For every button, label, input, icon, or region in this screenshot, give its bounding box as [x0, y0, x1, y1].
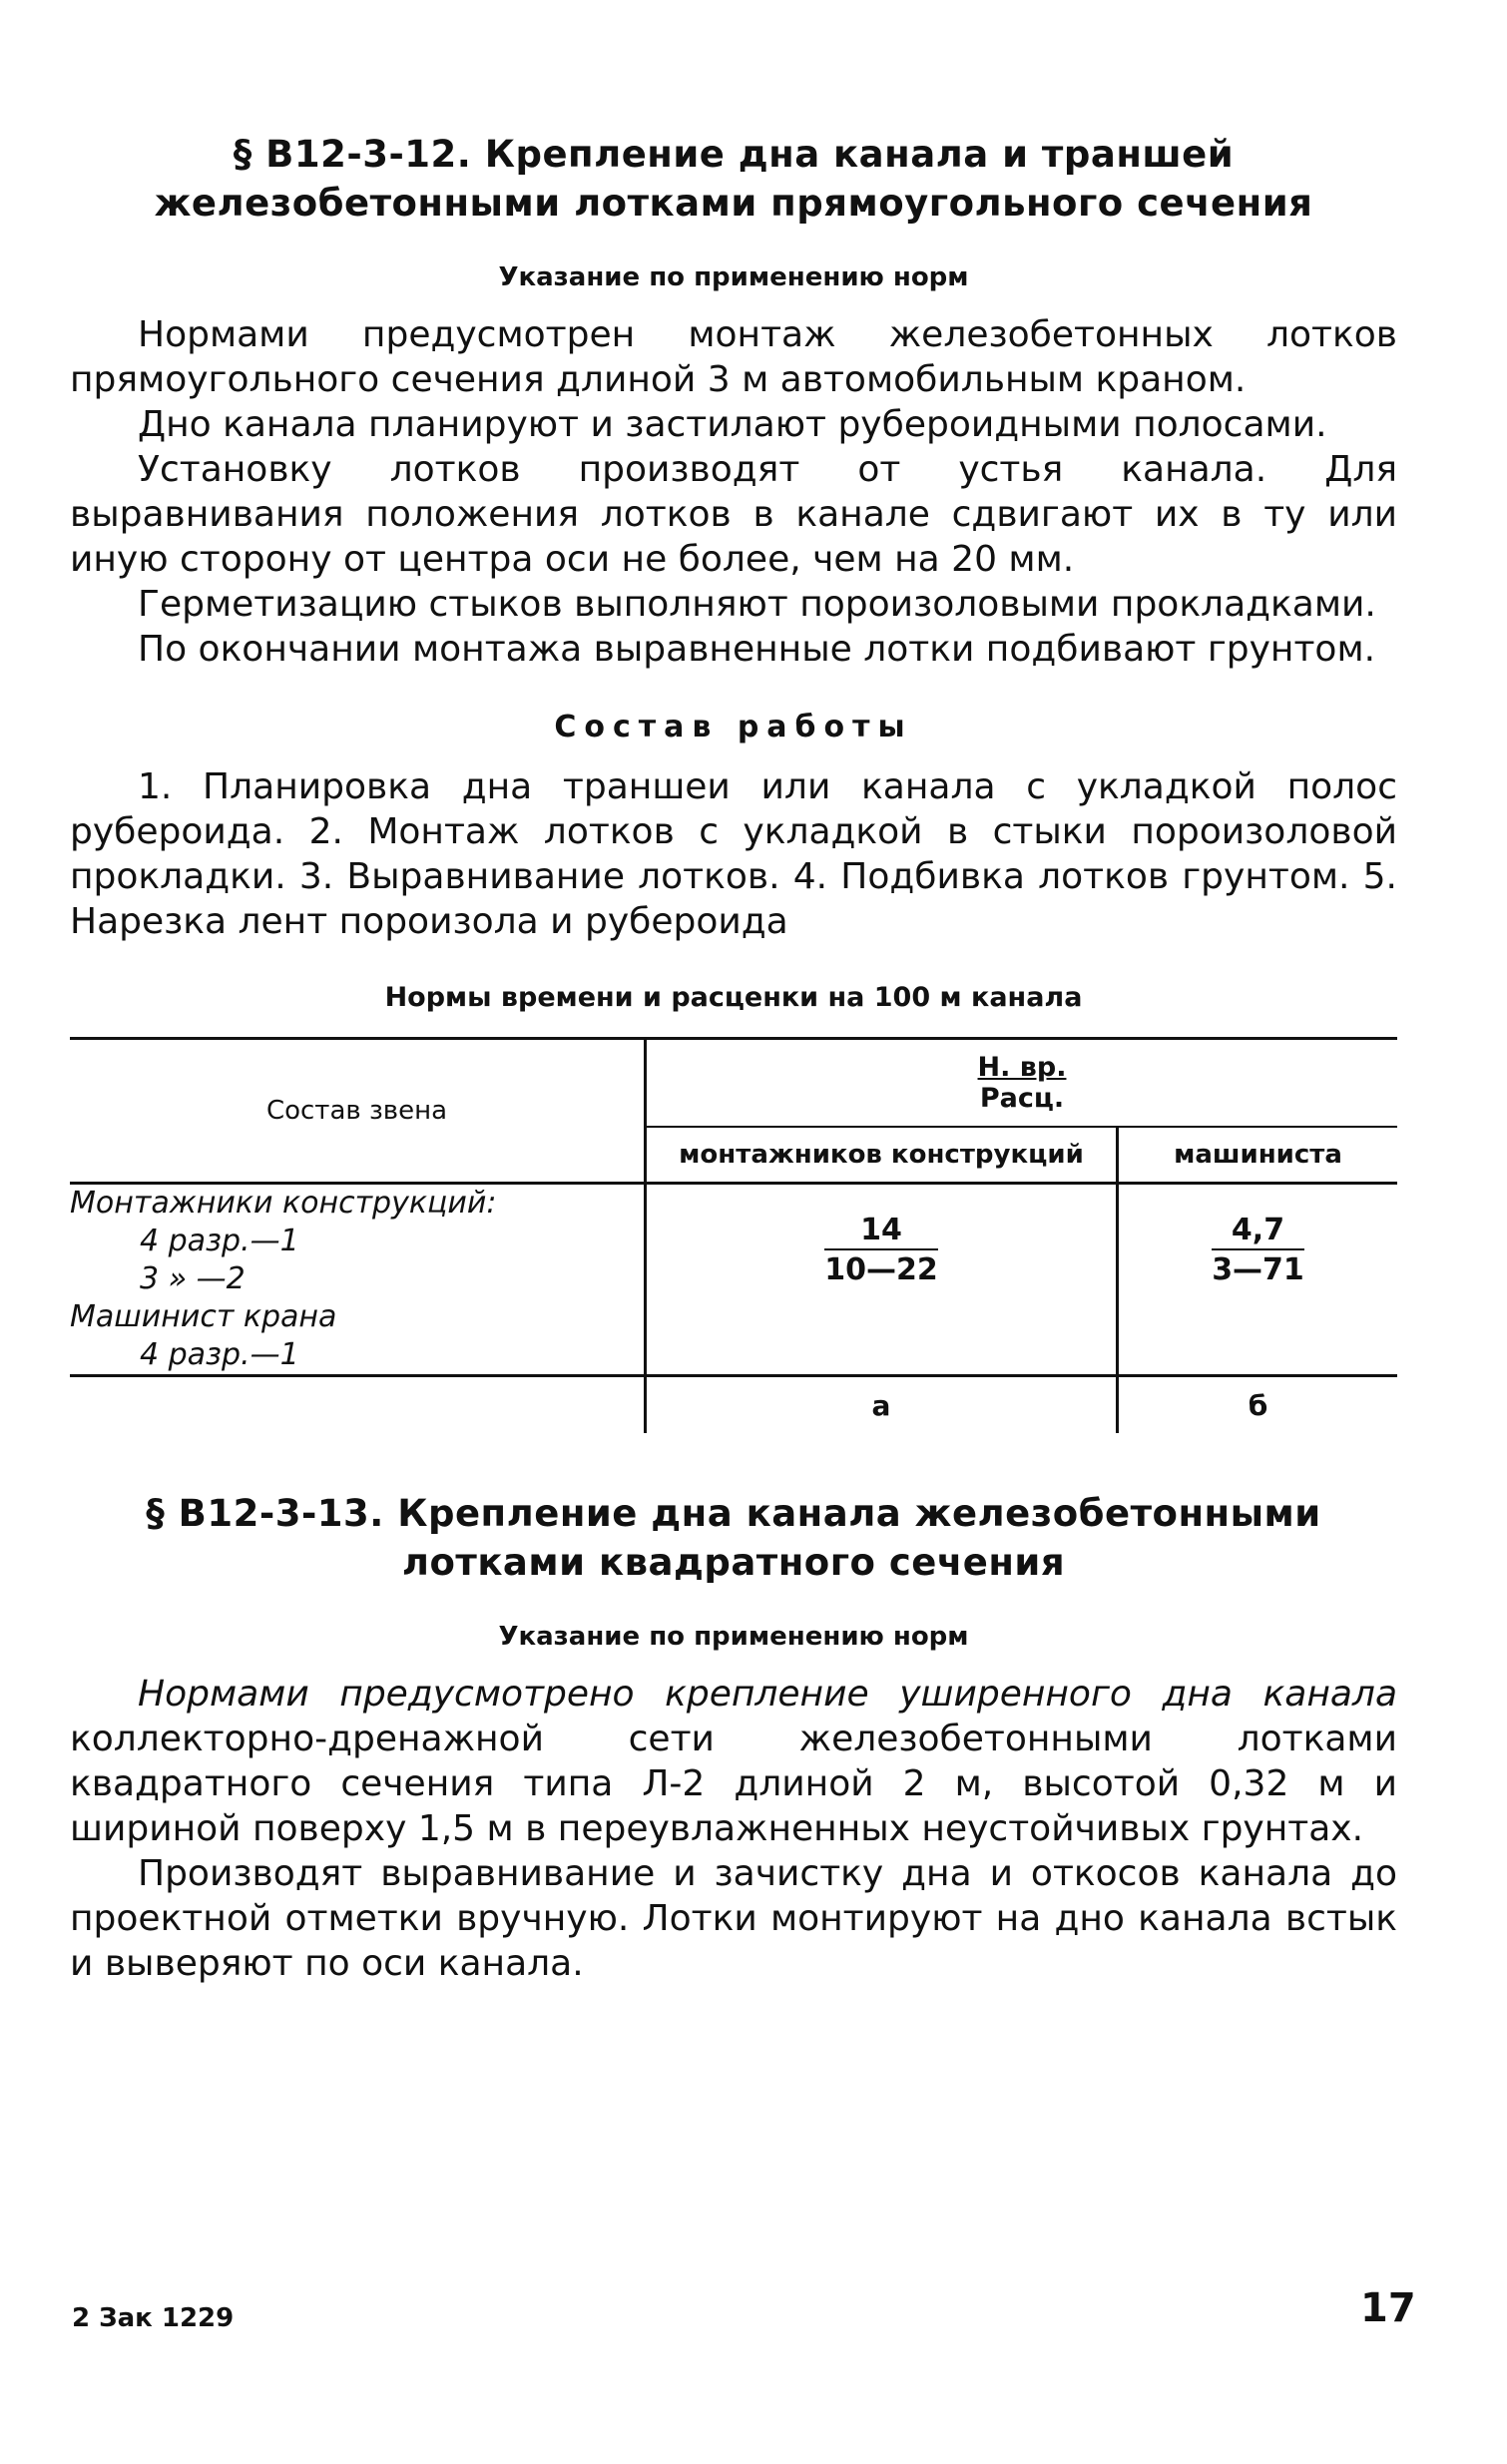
paragraph: Герметизацию стыков выполняют пороизоловыми прокладками. [138, 584, 1376, 625]
subheading: Указание по применению норм [498, 1622, 969, 1652]
staff-line: 3 » —2 [140, 1261, 246, 1296]
table-value-a [646, 1184, 1118, 1376]
paragraph: Дно канала планируют и застилают рубероидными полосами. [138, 404, 1327, 445]
fraction-a [824, 1213, 938, 1290]
table-title: Нормы времени и расценки на 100 м канала [384, 982, 1083, 1013]
rate-b: 3—71 [1212, 1252, 1304, 1287]
norms-table [70, 1037, 1397, 1433]
page-number: 17 [1360, 2285, 1416, 2331]
norm-time-b: 4,7 [1212, 1213, 1304, 1250]
table-staff-cell [70, 1184, 646, 1376]
paragraph: Производят выравнивание и зачистку дна и откосов канала до проектной отметки вручную. Лотки монтируют на дно канала встык и выверяют по оси канала. [70, 1853, 1397, 1984]
paragraph: По окончании монтажа выравненные лотки подбивают грунтом. [138, 629, 1376, 670]
paragraph [70, 1672, 1397, 1851]
subheading: Указание по применению норм [498, 262, 969, 292]
header-rasc: Расц. [979, 1083, 1065, 1114]
paragraph: Нормами предусмотрен монтаж железобетонных лотков прямоугольного сечения длиной 3 м автомобильным краном. [70, 314, 1397, 400]
header-nvr: Н. вр. [977, 1052, 1067, 1083]
table-header-norm [646, 1039, 1398, 1128]
section-title [70, 130, 1397, 228]
staff-line: 4 разр.—1 [140, 1337, 299, 1372]
norm-time-a: 14 [824, 1213, 938, 1250]
section-title-line: § В12-3-13. Крепление дна канала железобетонными [146, 1492, 1321, 1535]
section-title-line: железобетонными лотками прямоугольного сечения [154, 182, 1313, 225]
table-value-b [1118, 1184, 1398, 1376]
italic-lead: Нормами предусмотрено крепление уширенного дна канала [138, 1674, 1397, 1715]
staff-line: 4 разр.—1 [140, 1224, 299, 1258]
rate-a: 10—22 [824, 1252, 938, 1287]
work-list: 1. Планировка дна траншеи или канала с укладкой полос рубероида. 2. Монтаж лотков с укладкой в стыки пороизоловой прокладки. 3. Выравнивание лотков. 4. Подбивка лотков грунтом. 5. Нарезка лент пороизола и рубероида [70, 766, 1397, 942]
table-label-b: б [1118, 1376, 1398, 1434]
section-title [70, 1489, 1397, 1587]
table-label-empty [70, 1376, 646, 1434]
section-title-line: § В12-3-12. Крепление дна канала и траншей [233, 133, 1235, 176]
paragraph-rest: коллекторно-дренажной сети железобетонными лотками квадратного сечения типа Л-2 длиной 2 м, высотой 0,32 м и шириной поверху 1,5 м в переувлажненных неустойчивых грунтах. [70, 1719, 1397, 1849]
work-heading: Состав работы [554, 710, 913, 744]
section-title-line: лотками квадратного сечения [401, 1541, 1066, 1584]
staff-line: Монтажники конструкций: [70, 1186, 497, 1221]
table-label-a: а [646, 1376, 1118, 1434]
order-number: 2 Зак 1229 [72, 2303, 235, 2333]
table-header-staff: Состав звена [70, 1039, 646, 1184]
table-header-col-a: монтажников конструкций [646, 1127, 1118, 1184]
paragraph: Установку лотков производят от устья канала. Для выравнивания положения лотков в канале сдвигают их в ту или иную сторону от центра оси не более, чем на 20 мм. [70, 449, 1397, 580]
staff-line: Машинист крана [70, 1299, 337, 1334]
fraction-b [1212, 1213, 1304, 1290]
table-header-col-b: машиниста [1118, 1127, 1398, 1184]
page-content [70, 130, 1397, 1986]
